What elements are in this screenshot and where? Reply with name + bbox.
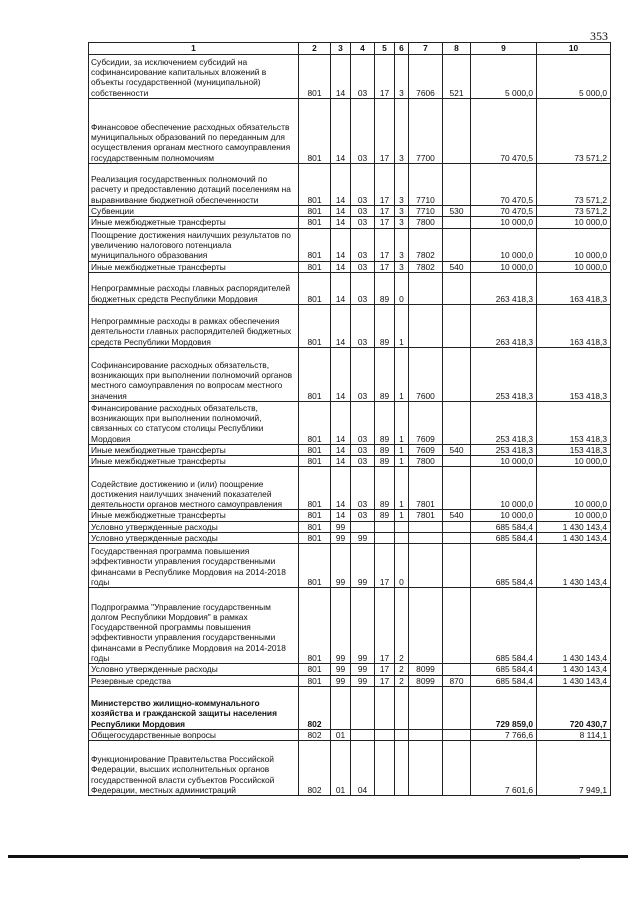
page-number: 353 xyxy=(590,29,608,43)
row-cell-col-2: 801 xyxy=(299,55,331,99)
table-row xyxy=(89,55,611,99)
column-header-8: 8 xyxy=(443,43,471,55)
row-cell-col-6: 3 xyxy=(395,261,409,272)
row-cell-col-2: 801 xyxy=(299,510,331,521)
row-cell-col-3 xyxy=(331,686,351,729)
row-cell-col-4: 03 xyxy=(351,272,375,304)
row-cell-col-10: 10 000,0 xyxy=(537,228,611,261)
table-row xyxy=(89,401,611,444)
row-cell-col-5 xyxy=(375,729,395,740)
row-cell-col-4: 03 xyxy=(351,456,375,467)
row-cell-col-10: 10 000,0 xyxy=(537,456,611,467)
table-row xyxy=(89,521,611,532)
row-cell-col-8: 521 xyxy=(443,55,471,99)
row-cell-col-10: 153 418,3 xyxy=(537,401,611,444)
row-cell-col-2: 801 xyxy=(299,304,331,347)
row-cell-col-8: 540 xyxy=(443,261,471,272)
row-cell-col-5: 89 xyxy=(375,444,395,455)
column-header-2: 2 xyxy=(299,43,331,55)
row-cell-col-10: 1 430 143,4 xyxy=(537,521,611,532)
row-cell-col-4: 99 xyxy=(351,588,375,664)
row-cell-col-9: 263 418,3 xyxy=(471,304,537,347)
table-row xyxy=(89,261,611,272)
row-cell-col-9: 7 601,6 xyxy=(471,741,537,796)
row-cell-col-8: 870 xyxy=(443,675,471,686)
row-cell-col-6 xyxy=(395,521,409,532)
row-cell-col-8 xyxy=(443,401,471,444)
row-cell-col-2: 801 xyxy=(299,164,331,206)
row-cell-col-4: 04 xyxy=(351,741,375,796)
row-cell-col-9: 10 000,0 xyxy=(471,261,537,272)
row-cell-col-7 xyxy=(409,686,443,729)
row-cell-col-9: 729 859,0 xyxy=(471,686,537,729)
row-cell-col-5 xyxy=(375,686,395,729)
row-cell-col-10: 720 430,7 xyxy=(537,686,611,729)
row-cell-col-2: 801 xyxy=(299,675,331,686)
column-header-6: 6 xyxy=(395,43,409,55)
row-cell-col-7: 7801 xyxy=(409,510,443,521)
table-row xyxy=(89,533,611,544)
row-cell-col-8 xyxy=(443,664,471,675)
row-cell-col-7: 7800 xyxy=(409,456,443,467)
row-cell-col-3: 14 xyxy=(331,206,351,217)
row-cell-col-10: 7 949,1 xyxy=(537,741,611,796)
row-cell-col-4: 03 xyxy=(351,444,375,455)
row-cell-col-6: 1 xyxy=(395,456,409,467)
row-cell-col-8 xyxy=(443,228,471,261)
row-cell-col-5: 17 xyxy=(375,228,395,261)
row-cell-col-3: 14 xyxy=(331,304,351,347)
row-cell-col-4: 03 xyxy=(351,347,375,401)
row-cell-col-6: 0 xyxy=(395,272,409,304)
table-row xyxy=(89,206,611,217)
row-name-cell: Иные межбюджетные трансферты xyxy=(89,510,299,521)
row-cell-col-8 xyxy=(443,544,471,588)
row-cell-col-10: 1 430 143,4 xyxy=(537,533,611,544)
row-cell-col-4 xyxy=(351,729,375,740)
row-cell-col-9: 10 000,0 xyxy=(471,228,537,261)
row-cell-col-3: 14 xyxy=(331,510,351,521)
row-cell-col-3: 99 xyxy=(331,588,351,664)
row-cell-col-3: 14 xyxy=(331,347,351,401)
row-cell-col-7: 8099 xyxy=(409,675,443,686)
table-row xyxy=(89,588,611,664)
row-cell-col-7 xyxy=(409,272,443,304)
row-cell-col-6: 1 xyxy=(395,444,409,455)
row-cell-col-5: 89 xyxy=(375,272,395,304)
row-cell-col-5: 89 xyxy=(375,304,395,347)
table-row xyxy=(89,228,611,261)
table-row xyxy=(89,467,611,510)
row-cell-col-8 xyxy=(443,729,471,740)
row-cell-col-7 xyxy=(409,588,443,664)
row-cell-col-7: 7802 xyxy=(409,261,443,272)
row-cell-col-10: 163 418,3 xyxy=(537,304,611,347)
row-cell-col-9: 5 000,0 xyxy=(471,55,537,99)
row-cell-col-5: 89 xyxy=(375,401,395,444)
row-cell-col-3: 14 xyxy=(331,401,351,444)
table-row xyxy=(89,347,611,401)
row-name-cell: Финансовое обеспечение расходных обязательств муниципальных образований по переданным для осуществления органам местного самоуправления государственным полномочиям xyxy=(89,99,299,164)
column-header-7: 7 xyxy=(409,43,443,55)
row-cell-col-2: 801 xyxy=(299,228,331,261)
row-cell-col-5: 17 xyxy=(375,588,395,664)
row-cell-col-2: 801 xyxy=(299,664,331,675)
row-cell-col-6 xyxy=(395,729,409,740)
row-cell-col-5: 17 xyxy=(375,675,395,686)
row-name-cell: Содействие достижению и (или) поощрение достижения наилучших значений показателей деятельности органов местного самоуправления xyxy=(89,467,299,510)
row-cell-col-9: 685 584,4 xyxy=(471,588,537,664)
row-cell-col-2: 801 xyxy=(299,217,331,228)
table-row xyxy=(89,99,611,164)
row-cell-col-3: 01 xyxy=(331,729,351,740)
row-cell-col-4: 03 xyxy=(351,228,375,261)
row-name-cell: Министерство жилищно-коммунального хозяйства и гражданской защиты населения Республики Мордовия xyxy=(89,686,299,729)
row-cell-col-10: 10 000,0 xyxy=(537,217,611,228)
row-name-cell: Софинансирование расходных обязательств, возникающих при выполнении полномочий органов местного самоуправления по вопросам местного значения xyxy=(89,347,299,401)
row-cell-col-8 xyxy=(443,521,471,532)
row-cell-col-3: 99 xyxy=(331,544,351,588)
row-cell-col-5: 17 xyxy=(375,544,395,588)
row-cell-col-6: 1 xyxy=(395,347,409,401)
row-cell-col-4: 03 xyxy=(351,510,375,521)
row-cell-col-2: 802 xyxy=(299,741,331,796)
row-cell-col-9: 253 418,3 xyxy=(471,401,537,444)
row-name-cell: Финансирование расходных обязательств, возникающих при выполнении полномочий, связанных со статусом столицы Республики Мордовия xyxy=(89,401,299,444)
row-cell-col-6: 0 xyxy=(395,544,409,588)
row-cell-col-9: 685 584,4 xyxy=(471,544,537,588)
row-cell-col-8 xyxy=(443,99,471,164)
row-cell-col-4: 03 xyxy=(351,261,375,272)
row-cell-col-5: 89 xyxy=(375,456,395,467)
column-header-4: 4 xyxy=(351,43,375,55)
row-cell-col-10: 73 571,2 xyxy=(537,99,611,164)
row-cell-col-3: 14 xyxy=(331,261,351,272)
row-cell-col-6 xyxy=(395,533,409,544)
row-cell-col-7: 7600 xyxy=(409,347,443,401)
row-cell-col-2: 801 xyxy=(299,272,331,304)
row-cell-col-4: 99 xyxy=(351,675,375,686)
row-cell-col-3: 99 xyxy=(331,664,351,675)
row-cell-col-3: 14 xyxy=(331,272,351,304)
table-row xyxy=(89,686,611,729)
row-cell-col-9: 10 000,0 xyxy=(471,510,537,521)
table-row xyxy=(89,664,611,675)
row-cell-col-7: 7710 xyxy=(409,206,443,217)
row-name-cell: Общегосударственные вопросы xyxy=(89,729,299,740)
row-cell-col-10: 1 430 143,4 xyxy=(537,588,611,664)
row-cell-col-7 xyxy=(409,533,443,544)
row-cell-col-8: 540 xyxy=(443,444,471,455)
row-name-cell: Иные межбюджетные трансферты xyxy=(89,217,299,228)
row-cell-col-4: 03 xyxy=(351,206,375,217)
row-cell-col-6: 3 xyxy=(395,99,409,164)
row-cell-col-5 xyxy=(375,521,395,532)
row-name-cell: Непрограммные расходы главных распорядителей бюджетных средств Республики Мордовия xyxy=(89,272,299,304)
row-name-cell: Подпрограмма "Управление государственным долгом Республики Мордовия" в рамках Государственной программы повышения эффективности управления государственными финансами в Республике Мордовия на 2014-2018 годы xyxy=(89,588,299,664)
row-cell-col-7: 7609 xyxy=(409,401,443,444)
row-cell-col-4: 99 xyxy=(351,533,375,544)
table-row xyxy=(89,544,611,588)
row-name-cell: Условно утвержденные расходы xyxy=(89,521,299,532)
row-cell-col-4: 99 xyxy=(351,664,375,675)
row-cell-col-10: 10 000,0 xyxy=(537,510,611,521)
row-name-cell: Иные межбюджетные трансферты xyxy=(89,456,299,467)
row-cell-col-2: 801 xyxy=(299,521,331,532)
row-cell-col-3: 01 xyxy=(331,741,351,796)
row-cell-col-2: 801 xyxy=(299,99,331,164)
table-row xyxy=(89,729,611,740)
row-cell-col-8 xyxy=(443,164,471,206)
row-name-cell: Поощрение достижения наилучших результатов по увеличению налогового потенциала муниципального образования xyxy=(89,228,299,261)
row-cell-col-3: 14 xyxy=(331,228,351,261)
row-cell-col-10: 10 000,0 xyxy=(537,261,611,272)
row-cell-col-6 xyxy=(395,686,409,729)
row-cell-col-6: 2 xyxy=(395,675,409,686)
table-row xyxy=(89,456,611,467)
row-cell-col-10: 153 418,3 xyxy=(537,347,611,401)
column-header-3: 3 xyxy=(331,43,351,55)
row-cell-col-6: 1 xyxy=(395,401,409,444)
row-cell-col-4 xyxy=(351,521,375,532)
row-cell-col-7: 7609 xyxy=(409,444,443,455)
row-cell-col-8 xyxy=(443,456,471,467)
row-cell-col-6: 3 xyxy=(395,55,409,99)
row-cell-col-9: 70 470,5 xyxy=(471,164,537,206)
row-cell-col-8 xyxy=(443,467,471,510)
row-cell-col-3: 99 xyxy=(331,533,351,544)
row-cell-col-8 xyxy=(443,347,471,401)
row-cell-col-4: 03 xyxy=(351,304,375,347)
row-cell-col-9: 685 584,4 xyxy=(471,521,537,532)
row-cell-col-2: 801 xyxy=(299,401,331,444)
row-cell-col-9: 253 418,3 xyxy=(471,347,537,401)
row-cell-col-2: 801 xyxy=(299,456,331,467)
row-cell-col-8: 540 xyxy=(443,510,471,521)
row-cell-col-2: 801 xyxy=(299,261,331,272)
row-cell-col-2: 801 xyxy=(299,444,331,455)
row-cell-col-10: 153 418,3 xyxy=(537,444,611,455)
table-row xyxy=(89,272,611,304)
row-name-cell: Функционирование Правительства Российской Федерации, высших исполнительных органов государственной власти субъектов Российской Федерации, местных администраций xyxy=(89,741,299,796)
row-name-cell: Реализация государственных полномочий по расчету и предоставлению дотаций поселениям на выравнивание бюджетной обеспеченности xyxy=(89,164,299,206)
row-cell-col-4: 03 xyxy=(351,164,375,206)
row-cell-col-7 xyxy=(409,741,443,796)
column-header-9: 9 xyxy=(471,43,537,55)
row-cell-col-3: 14 xyxy=(331,164,351,206)
row-cell-col-6: 1 xyxy=(395,510,409,521)
row-cell-col-5: 89 xyxy=(375,467,395,510)
row-cell-col-6: 1 xyxy=(395,304,409,347)
row-cell-col-6: 2 xyxy=(395,664,409,675)
row-cell-col-10: 1 430 143,4 xyxy=(537,664,611,675)
row-cell-col-4: 03 xyxy=(351,467,375,510)
row-cell-col-2: 801 xyxy=(299,533,331,544)
row-name-cell: Иные межбюджетные трансферты xyxy=(89,444,299,455)
row-cell-col-2: 801 xyxy=(299,467,331,510)
row-cell-col-3: 14 xyxy=(331,217,351,228)
table-row xyxy=(89,675,611,686)
row-cell-col-8 xyxy=(443,217,471,228)
row-cell-col-9: 10 000,0 xyxy=(471,217,537,228)
row-cell-col-7: 7801 xyxy=(409,467,443,510)
row-cell-col-7 xyxy=(409,544,443,588)
row-cell-col-5: 17 xyxy=(375,55,395,99)
row-cell-col-9: 685 584,4 xyxy=(471,675,537,686)
row-cell-col-10: 163 418,3 xyxy=(537,272,611,304)
column-header-1: 1 xyxy=(89,43,299,55)
row-cell-col-10: 8 114,1 xyxy=(537,729,611,740)
row-cell-col-8 xyxy=(443,686,471,729)
row-cell-col-6: 2 xyxy=(395,588,409,664)
row-cell-col-7: 8099 xyxy=(409,664,443,675)
row-cell-col-9: 7 766,6 xyxy=(471,729,537,740)
row-cell-col-5: 17 xyxy=(375,99,395,164)
row-cell-col-6 xyxy=(395,741,409,796)
row-cell-col-3: 99 xyxy=(331,675,351,686)
row-cell-col-6: 3 xyxy=(395,228,409,261)
row-cell-col-9: 253 418,3 xyxy=(471,444,537,455)
row-cell-col-5: 17 xyxy=(375,206,395,217)
row-cell-col-2: 801 xyxy=(299,588,331,664)
table-body xyxy=(89,55,611,796)
row-name-cell: Условно утвержденные расходы xyxy=(89,664,299,675)
row-name-cell: Иные межбюджетные трансферты xyxy=(89,261,299,272)
row-cell-col-8: 530 xyxy=(443,206,471,217)
row-cell-col-5 xyxy=(375,533,395,544)
row-cell-col-5: 17 xyxy=(375,664,395,675)
row-cell-col-5: 17 xyxy=(375,217,395,228)
bottom-rule-thin xyxy=(200,858,580,859)
row-name-cell: Резервные средства xyxy=(89,675,299,686)
row-cell-col-3: 99 xyxy=(331,521,351,532)
row-cell-col-3: 14 xyxy=(331,467,351,510)
table-row xyxy=(89,444,611,455)
row-cell-col-7 xyxy=(409,729,443,740)
row-cell-col-7: 7802 xyxy=(409,228,443,261)
row-cell-col-2: 801 xyxy=(299,544,331,588)
row-cell-col-9: 685 584,4 xyxy=(471,533,537,544)
row-cell-col-4 xyxy=(351,686,375,729)
row-cell-col-3: 14 xyxy=(331,456,351,467)
row-cell-col-8 xyxy=(443,272,471,304)
row-cell-col-7: 7710 xyxy=(409,164,443,206)
table-row xyxy=(89,217,611,228)
row-cell-col-7: 7700 xyxy=(409,99,443,164)
row-cell-col-9: 263 418,3 xyxy=(471,272,537,304)
row-cell-col-7: 7800 xyxy=(409,217,443,228)
row-cell-col-9: 685 584,4 xyxy=(471,664,537,675)
row-cell-col-5 xyxy=(375,741,395,796)
budget-table xyxy=(88,42,611,796)
row-cell-col-7 xyxy=(409,521,443,532)
row-cell-col-8 xyxy=(443,533,471,544)
table-row xyxy=(89,741,611,796)
row-cell-col-3: 14 xyxy=(331,99,351,164)
row-cell-col-10: 1 430 143,4 xyxy=(537,544,611,588)
row-cell-col-7: 7606 xyxy=(409,55,443,99)
column-header-5: 5 xyxy=(375,43,395,55)
row-cell-col-9: 10 000,0 xyxy=(471,456,537,467)
row-cell-col-5: 89 xyxy=(375,510,395,521)
table-row xyxy=(89,304,611,347)
row-name-cell: Субсидии, за исключением субсидий на софинансирование капитальных вложений в объекты государственной (муниципальной) собственности xyxy=(89,55,299,99)
row-cell-col-6: 3 xyxy=(395,164,409,206)
row-cell-col-4: 03 xyxy=(351,55,375,99)
row-cell-col-8 xyxy=(443,304,471,347)
row-cell-col-4: 03 xyxy=(351,401,375,444)
row-cell-col-4: 03 xyxy=(351,99,375,164)
row-cell-col-8 xyxy=(443,588,471,664)
row-cell-col-8 xyxy=(443,741,471,796)
row-cell-col-10: 5 000,0 xyxy=(537,55,611,99)
row-cell-col-6: 1 xyxy=(395,467,409,510)
row-cell-col-4: 99 xyxy=(351,544,375,588)
row-cell-col-7 xyxy=(409,304,443,347)
column-header-10: 10 xyxy=(537,43,611,55)
row-cell-col-10: 73 571,2 xyxy=(537,164,611,206)
row-name-cell: Субвенции xyxy=(89,206,299,217)
row-cell-col-10: 73 571,2 xyxy=(537,206,611,217)
row-cell-col-9: 70 470,5 xyxy=(471,99,537,164)
table-row xyxy=(89,510,611,521)
row-cell-col-5: 89 xyxy=(375,347,395,401)
row-name-cell: Государственная программа повышения эффективности управления государственными финансами в Республике Мордовия на 2014-2018 годы xyxy=(89,544,299,588)
row-cell-col-10: 1 430 143,4 xyxy=(537,675,611,686)
table-row xyxy=(89,164,611,206)
row-cell-col-10: 10 000,0 xyxy=(537,467,611,510)
row-cell-col-9: 10 000,0 xyxy=(471,467,537,510)
table-header-row xyxy=(89,43,611,55)
row-cell-col-2: 801 xyxy=(299,347,331,401)
row-cell-col-3: 14 xyxy=(331,55,351,99)
row-cell-col-3: 14 xyxy=(331,444,351,455)
row-cell-col-9: 70 470,5 xyxy=(471,206,537,217)
row-cell-col-6: 3 xyxy=(395,206,409,217)
row-name-cell: Непрограммные расходы в рамках обеспечения деятельности главных распорядителей бюджетных средств Республики Мордовия xyxy=(89,304,299,347)
row-cell-col-2: 802 xyxy=(299,729,331,740)
row-name-cell: Условно утвержденные расходы xyxy=(89,533,299,544)
row-cell-col-5: 17 xyxy=(375,261,395,272)
row-cell-col-6: 3 xyxy=(395,217,409,228)
row-cell-col-5: 17 xyxy=(375,164,395,206)
row-cell-col-2: 802 xyxy=(299,686,331,729)
row-cell-col-2: 801 xyxy=(299,206,331,217)
row-cell-col-4: 03 xyxy=(351,217,375,228)
